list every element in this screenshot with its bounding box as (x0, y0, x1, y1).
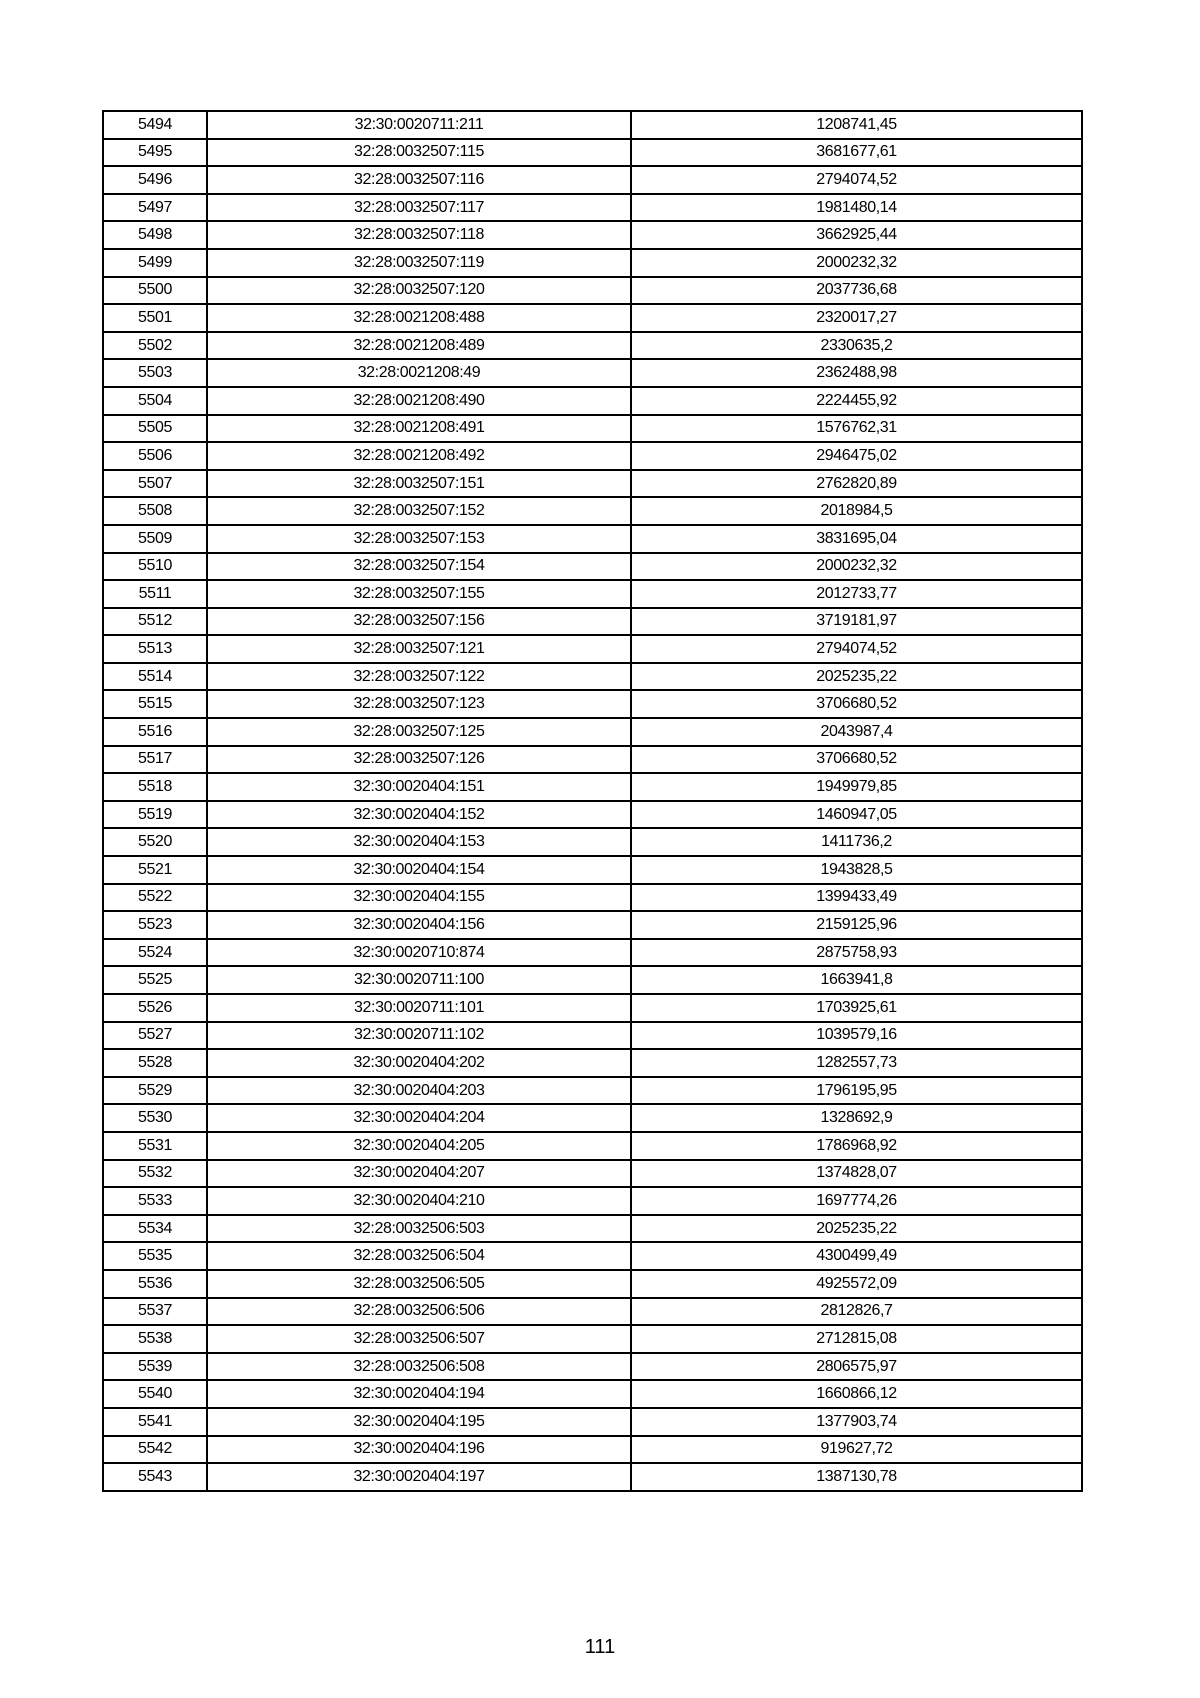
row-number-cell: 5494 (103, 111, 207, 139)
cadastral-number-cell: 32:28:0032506:505 (207, 1270, 631, 1298)
row-number-cell: 5504 (103, 387, 207, 415)
row-number-cell: 5542 (103, 1436, 207, 1464)
row-number-cell: 5503 (103, 359, 207, 387)
row-number-cell: 5515 (103, 690, 207, 718)
cadastral-value-cell: 3831695,04 (631, 525, 1082, 553)
cadastral-number-cell: 32:30:0020404:203 (207, 1077, 631, 1105)
table-row (103, 525, 1082, 553)
table-row (103, 387, 1082, 415)
table-row (103, 939, 1082, 967)
table-row (103, 194, 1082, 222)
cadastral-value-cell: 1660866,12 (631, 1380, 1082, 1408)
cadastral-value-cell: 1377903,74 (631, 1408, 1082, 1436)
row-number-cell: 5529 (103, 1077, 207, 1105)
cadastral-number-cell: 32:28:0032506:504 (207, 1242, 631, 1270)
table-row (103, 828, 1082, 856)
cadastral-value-cell: 3681677,61 (631, 139, 1082, 167)
row-number-cell: 5510 (103, 553, 207, 581)
table-row (103, 690, 1082, 718)
cadastral-value-cell: 1949979,85 (631, 773, 1082, 801)
cadastral-value-cell: 1411736,2 (631, 828, 1082, 856)
cadastral-value-cell: 2794074,52 (631, 166, 1082, 194)
cadastral-number-cell: 32:28:0032507:153 (207, 525, 631, 553)
table-row (103, 580, 1082, 608)
cadastral-number-cell: 32:30:0020404:197 (207, 1463, 631, 1491)
cadastral-value-cell: 1981480,14 (631, 194, 1082, 222)
row-number-cell: 5517 (103, 746, 207, 774)
cadastral-number-cell: 32:28:0021208:49 (207, 359, 631, 387)
table-row (103, 249, 1082, 277)
table-row (103, 1132, 1082, 1160)
cadastral-value-cell: 2362488,98 (631, 359, 1082, 387)
cadastral-number-cell: 32:30:0020404:152 (207, 801, 631, 829)
cadastral-number-cell: 32:28:0032506:507 (207, 1325, 631, 1353)
row-number-cell: 5513 (103, 635, 207, 663)
table-row (103, 139, 1082, 167)
table-row (103, 635, 1082, 663)
row-number-cell: 5538 (103, 1325, 207, 1353)
table-row (103, 1463, 1082, 1491)
table-row (103, 304, 1082, 332)
table-row (103, 1353, 1082, 1381)
cadastral-number-cell: 32:30:0020711:101 (207, 994, 631, 1022)
cadastral-value-cell: 1387130,78 (631, 1463, 1082, 1491)
cadastral-value-cell: 1703925,61 (631, 994, 1082, 1022)
row-number-cell: 5496 (103, 166, 207, 194)
row-number-cell: 5505 (103, 415, 207, 443)
table-row (103, 1408, 1082, 1436)
cadastral-value-cell: 2000232,32 (631, 249, 1082, 277)
cadastral-number-cell: 32:28:0032507:125 (207, 718, 631, 746)
row-number-cell: 5528 (103, 1049, 207, 1077)
table-row (103, 608, 1082, 636)
table-row (103, 332, 1082, 360)
cadastral-value-cell: 2037736,68 (631, 277, 1082, 305)
table-row (103, 1325, 1082, 1353)
row-number-cell: 5531 (103, 1132, 207, 1160)
cadastral-value-cell: 1208741,45 (631, 111, 1082, 139)
cadastral-value-cell: 3719181,97 (631, 608, 1082, 636)
table-row (103, 718, 1082, 746)
cadastral-number-cell: 32:28:0032506:506 (207, 1298, 631, 1326)
cadastral-number-cell: 32:28:0021208:488 (207, 304, 631, 332)
row-number-cell: 5509 (103, 525, 207, 553)
cadastral-number-cell: 32:28:0032507:121 (207, 635, 631, 663)
row-number-cell: 5537 (103, 1298, 207, 1326)
cadastral-number-cell: 32:30:0020404:154 (207, 856, 631, 884)
cadastral-number-cell: 32:28:0021208:491 (207, 415, 631, 443)
page-number: 111 (584, 1636, 616, 1658)
row-number-cell: 5507 (103, 470, 207, 498)
cadastral-value-cell: 1943828,5 (631, 856, 1082, 884)
cadastral-value-cell: 2224455,92 (631, 387, 1082, 415)
cadastral-value-cell: 1460947,05 (631, 801, 1082, 829)
row-number-cell: 5521 (103, 856, 207, 884)
cadastral-value-cell: 2762820,89 (631, 470, 1082, 498)
table-row (103, 1104, 1082, 1132)
cadastral-number-cell: 32:30:0020404:196 (207, 1436, 631, 1464)
row-number-cell: 5530 (103, 1104, 207, 1132)
cadastral-number-cell: 32:28:0021208:489 (207, 332, 631, 360)
table-row (103, 415, 1082, 443)
cadastral-number-cell: 32:28:0032507:152 (207, 497, 631, 525)
cadastral-number-cell: 32:28:0032507:156 (207, 608, 631, 636)
table-row (103, 1270, 1082, 1298)
cadastral-number-cell: 32:30:0020711:100 (207, 966, 631, 994)
table-row (103, 497, 1082, 525)
cadastral-number-cell: 32:30:0020404:156 (207, 911, 631, 939)
cadastral-number-cell: 32:28:0032506:508 (207, 1353, 631, 1381)
cadastral-value-cell: 4925572,09 (631, 1270, 1082, 1298)
table-row (103, 663, 1082, 691)
row-number-cell: 5540 (103, 1380, 207, 1408)
row-number-cell: 5541 (103, 1408, 207, 1436)
cadastral-value-table (102, 110, 1083, 1492)
cadastral-value-cell: 1697774,26 (631, 1187, 1082, 1215)
row-number-cell: 5527 (103, 1022, 207, 1050)
cadastral-value-cell: 2875758,93 (631, 939, 1082, 967)
table-row (103, 221, 1082, 249)
row-number-cell: 5525 (103, 966, 207, 994)
table-row (103, 1380, 1082, 1408)
cadastral-number-cell: 32:28:0032507:123 (207, 690, 631, 718)
row-number-cell: 5519 (103, 801, 207, 829)
cadastral-number-cell: 32:28:0032507:115 (207, 139, 631, 167)
table-row (103, 1187, 1082, 1215)
row-number-cell: 5495 (103, 139, 207, 167)
cadastral-value-cell: 2712815,08 (631, 1325, 1082, 1353)
cadastral-value-cell: 1796195,95 (631, 1077, 1082, 1105)
cadastral-value-cell: 1282557,73 (631, 1049, 1082, 1077)
cadastral-number-cell: 32:28:0021208:492 (207, 442, 631, 470)
row-number-cell: 5523 (103, 911, 207, 939)
cadastral-number-cell: 32:30:0020404:205 (207, 1132, 631, 1160)
cadastral-number-cell: 32:28:0032507:119 (207, 249, 631, 277)
cadastral-value-cell: 1374828,07 (631, 1160, 1082, 1188)
row-number-cell: 5518 (103, 773, 207, 801)
cadastral-number-cell: 32:28:0032507:155 (207, 580, 631, 608)
table-row (103, 966, 1082, 994)
table-row (103, 1077, 1082, 1105)
cadastral-value-cell: 1663941,8 (631, 966, 1082, 994)
row-number-cell: 5532 (103, 1160, 207, 1188)
table-row (103, 1049, 1082, 1077)
cadastral-value-cell: 2012733,77 (631, 580, 1082, 608)
cadastral-number-cell: 32:28:0032507:116 (207, 166, 631, 194)
cadastral-value-cell: 2946475,02 (631, 442, 1082, 470)
row-number-cell: 5499 (103, 249, 207, 277)
cadastral-value-cell: 2812826,7 (631, 1298, 1082, 1326)
row-number-cell: 5539 (103, 1353, 207, 1381)
cadastral-number-cell: 32:28:0032507:122 (207, 663, 631, 691)
cadastral-number-cell: 32:28:0021208:490 (207, 387, 631, 415)
table-row (103, 994, 1082, 1022)
table-row (103, 442, 1082, 470)
cadastral-value-cell: 2025235,22 (631, 663, 1082, 691)
cadastral-value-cell: 2320017,27 (631, 304, 1082, 332)
cadastral-number-cell: 32:30:0020404:210 (207, 1187, 631, 1215)
cadastral-number-cell: 32:30:0020404:202 (207, 1049, 631, 1077)
cadastral-number-cell: 32:28:0032507:120 (207, 277, 631, 305)
row-number-cell: 5535 (103, 1242, 207, 1270)
cadastral-value-cell: 2159125,96 (631, 911, 1082, 939)
row-number-cell: 5497 (103, 194, 207, 222)
cadastral-value-cell: 4300499,49 (631, 1242, 1082, 1270)
table-row (103, 470, 1082, 498)
table-row (103, 111, 1082, 139)
table-row (103, 1022, 1082, 1050)
row-number-cell: 5500 (103, 277, 207, 305)
table-row (103, 773, 1082, 801)
row-number-cell: 5501 (103, 304, 207, 332)
cadastral-number-cell: 32:30:0020404:155 (207, 884, 631, 912)
table-row (103, 1215, 1082, 1243)
cadastral-value-cell: 1786968,92 (631, 1132, 1082, 1160)
row-number-cell: 5512 (103, 608, 207, 636)
row-number-cell: 5534 (103, 1215, 207, 1243)
cadastral-value-cell: 1576762,31 (631, 415, 1082, 443)
cadastral-number-cell: 32:28:0032507:118 (207, 221, 631, 249)
cadastral-value-cell: 2000232,32 (631, 553, 1082, 581)
cadastral-number-cell: 32:30:0020404:204 (207, 1104, 631, 1132)
table-row (103, 1298, 1082, 1326)
cadastral-value-cell: 1039579,16 (631, 1022, 1082, 1050)
table-row (103, 801, 1082, 829)
cadastral-value-cell: 2794074,52 (631, 635, 1082, 663)
row-number-cell: 5522 (103, 884, 207, 912)
row-number-cell: 5506 (103, 442, 207, 470)
cadastral-number-cell: 32:28:0032507:154 (207, 553, 631, 581)
cadastral-number-cell: 32:30:0020404:153 (207, 828, 631, 856)
cadastral-value-cell: 3662925,44 (631, 221, 1082, 249)
cadastral-value-cell: 2018984,5 (631, 497, 1082, 525)
cadastral-value-cell: 1328692,9 (631, 1104, 1082, 1132)
table-row (103, 911, 1082, 939)
cadastral-value-cell: 3706680,52 (631, 746, 1082, 774)
cadastral-number-cell: 32:30:0020404:195 (207, 1408, 631, 1436)
table-row (103, 884, 1082, 912)
table-row (103, 553, 1082, 581)
row-number-cell: 5520 (103, 828, 207, 856)
cadastral-number-cell: 32:30:0020710:874 (207, 939, 631, 967)
table-row (103, 359, 1082, 387)
cadastral-number-cell: 32:30:0020404:194 (207, 1380, 631, 1408)
cadastral-number-cell: 32:28:0032507:117 (207, 194, 631, 222)
cadastral-number-cell: 32:30:0020404:207 (207, 1160, 631, 1188)
table-body (103, 111, 1082, 1491)
cadastral-value-cell: 2025235,22 (631, 1215, 1082, 1243)
cadastral-number-cell: 32:28:0032506:503 (207, 1215, 631, 1243)
table-row (103, 1436, 1082, 1464)
table-row (103, 277, 1082, 305)
table-row (103, 746, 1082, 774)
row-number-cell: 5514 (103, 663, 207, 691)
row-number-cell: 5526 (103, 994, 207, 1022)
table-row (103, 1242, 1082, 1270)
row-number-cell: 5511 (103, 580, 207, 608)
table-row (103, 1160, 1082, 1188)
cadastral-number-cell: 32:30:0020711:211 (207, 111, 631, 139)
row-number-cell: 5536 (103, 1270, 207, 1298)
cadastral-value-cell: 2806575,97 (631, 1353, 1082, 1381)
cadastral-number-cell: 32:30:0020711:102 (207, 1022, 631, 1050)
row-number-cell: 5533 (103, 1187, 207, 1215)
row-number-cell: 5502 (103, 332, 207, 360)
cadastral-value-cell: 2043987,4 (631, 718, 1082, 746)
row-number-cell: 5516 (103, 718, 207, 746)
row-number-cell: 5508 (103, 497, 207, 525)
row-number-cell: 5498 (103, 221, 207, 249)
cadastral-value-cell: 3706680,52 (631, 690, 1082, 718)
row-number-cell: 5543 (103, 1463, 207, 1491)
row-number-cell: 5524 (103, 939, 207, 967)
cadastral-value-cell: 919627,72 (631, 1436, 1082, 1464)
cadastral-value-cell: 1399433,49 (631, 884, 1082, 912)
table-row (103, 166, 1082, 194)
cadastral-number-cell: 32:28:0032507:126 (207, 746, 631, 774)
table-row (103, 856, 1082, 884)
cadastral-value-cell: 2330635,2 (631, 332, 1082, 360)
cadastral-number-cell: 32:30:0020404:151 (207, 773, 631, 801)
cadastral-number-cell: 32:28:0032507:151 (207, 470, 631, 498)
